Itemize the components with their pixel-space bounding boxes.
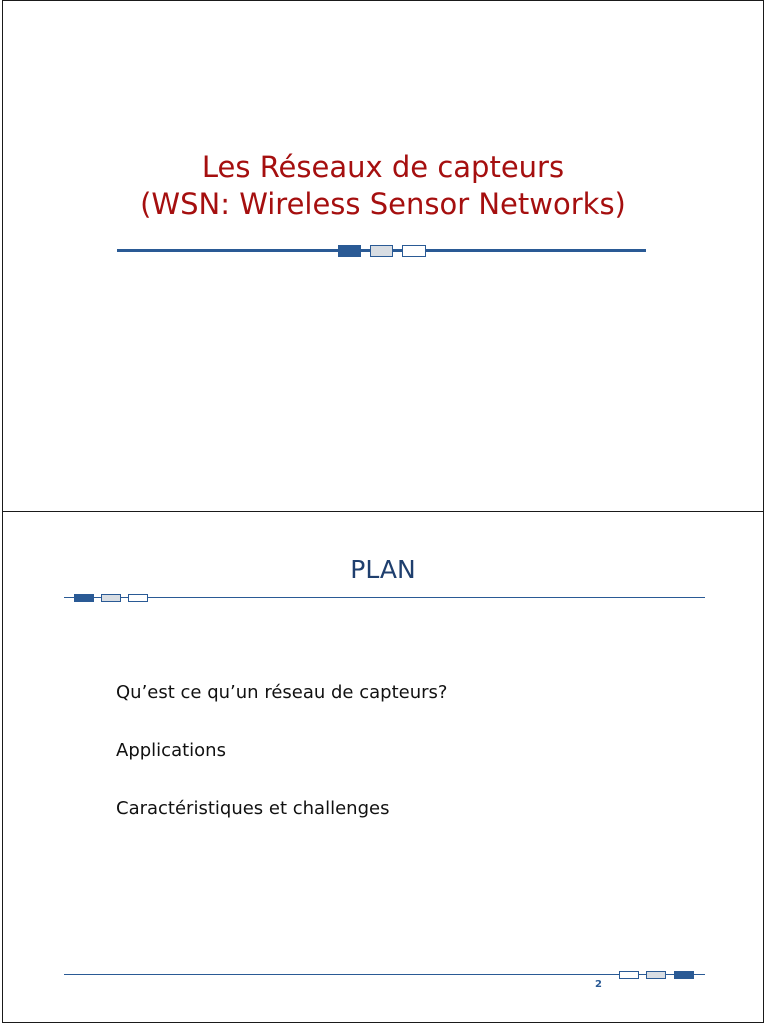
slide-2-title: PLAN: [350, 555, 416, 584]
plan-item: Qu’est ce qu’un réseau de capteurs?: [116, 682, 448, 703]
plan-item: Applications: [116, 740, 226, 761]
underline-box-dark: [74, 594, 94, 602]
slide-1: [2, 0, 764, 512]
footer-box-dark: [674, 971, 694, 979]
footer-box-grey: [646, 971, 666, 979]
footer-line: [64, 974, 705, 975]
footer-box-white: [619, 971, 639, 979]
underline-line: [64, 597, 705, 598]
divider-box-white: [402, 245, 426, 257]
plan-list: [116, 682, 447, 856]
slide-1-title: [3, 149, 763, 223]
divider-box-dark: [338, 245, 361, 257]
slide-1-title-line-2: (WSN: Wireless Sensor Networks): [140, 187, 626, 221]
divider-box-grey: [370, 245, 393, 257]
plan-item: Caractéristiques et challenges: [116, 798, 390, 819]
slide-2: [2, 511, 764, 1023]
underline-box-white: [128, 594, 148, 602]
slide-1-title-line-1: Les Réseaux de capteurs: [201, 150, 565, 184]
underline-box-grey: [101, 594, 121, 602]
page-number: 2: [595, 979, 602, 990]
